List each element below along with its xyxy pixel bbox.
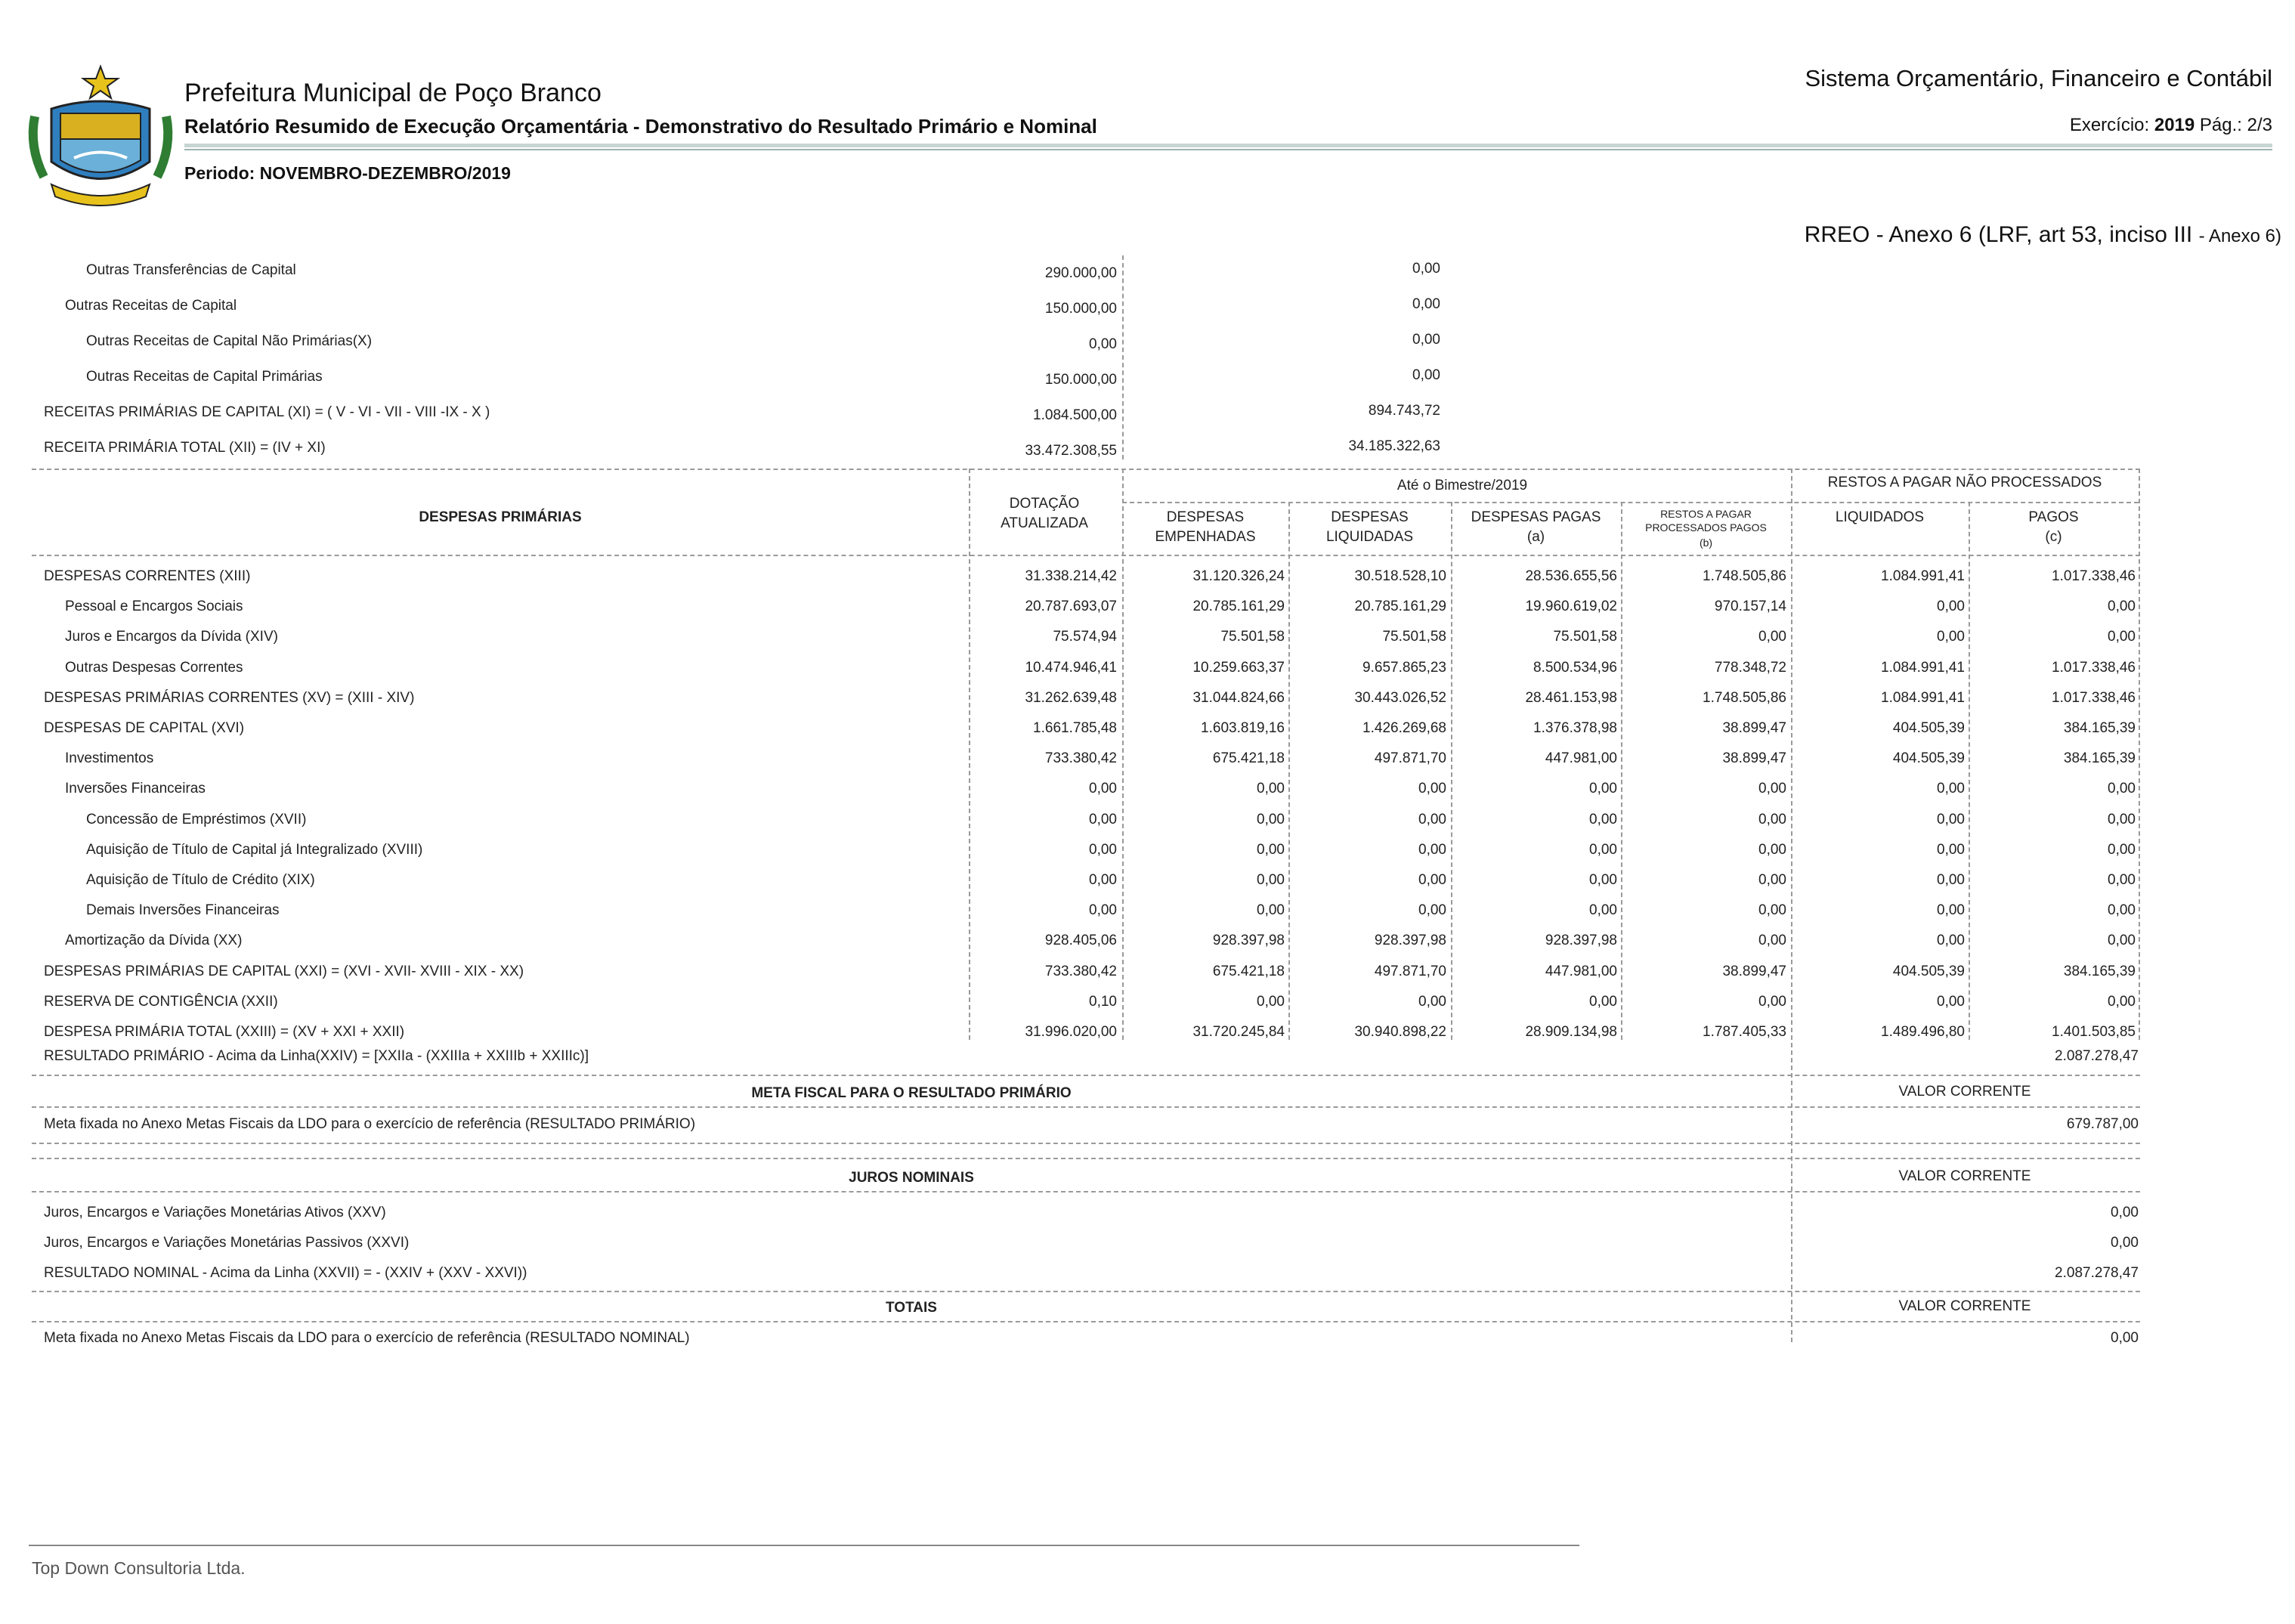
report-period: Periodo: NOVEMBRO-DEZEMBRO/2019 xyxy=(184,163,511,183)
expense-cell-liquidadas: 30.940.898,22 xyxy=(1354,1024,1446,1040)
expense-cell-dotacao: 733.380,42 xyxy=(1044,963,1117,979)
expense-cell-pagas: 19.960.619,02 xyxy=(1525,599,1617,615)
footer-rule xyxy=(29,1545,1579,1546)
expense-cell-dotacao: 31.996.020,00 xyxy=(1025,1024,1117,1040)
revenue-row-realizado: 34.185.322,63 xyxy=(1348,438,1440,454)
expense-cell-rp-pagos: 1.017.338,46 xyxy=(2052,568,2136,584)
expense-cell-rp-liquidados: 0,00 xyxy=(1937,841,1965,858)
header-ate-bimestre: Até o Bimestre/2019 xyxy=(1396,478,1528,493)
totais-section-header-rule xyxy=(32,1321,2140,1322)
expense-header-top-rule xyxy=(32,469,2140,470)
exercise-and-page xyxy=(2070,115,2272,136)
revenue-row-previsao: 1.084.500,00 xyxy=(1033,407,1117,423)
expense-cell-liquidadas: 0,00 xyxy=(1418,811,1446,827)
expense-row-label: Juros e Encargos da Dívida (XIV) xyxy=(65,629,278,645)
header-rule-thin xyxy=(184,149,2272,150)
revenue-row-label: RECEITAS PRIMÁRIAS DE CAPITAL (XI) = ( V - VI - VII - VIII -IX - X ) xyxy=(44,404,490,420)
expense-cell-dotacao: 10.474.946,41 xyxy=(1025,659,1117,676)
expense-cell-rp-liquidados: 0,00 xyxy=(1937,993,1965,1010)
expense-cell-empenhadas: 0,00 xyxy=(1257,993,1285,1010)
expense-row-label: RESERVA DE CONTIGÊNCIA (XXII) xyxy=(44,993,278,1010)
expense-cell-pagas: 447.981,00 xyxy=(1545,963,1617,979)
header-rp-processados-2: PROCESSADOS PAGOS xyxy=(1645,521,1767,534)
expense-cell-rp-pagos: 1.017.338,46 xyxy=(2052,659,2136,676)
expense-cell-empenhadas: 75.501,58 xyxy=(1220,629,1285,645)
header-pagas-2: (a) xyxy=(1526,529,1545,545)
meta-primario-label: Meta fixada no Anexo Metas Fiscais da LDO para o exercício de referência (RESULTADO PRIMÁRIO) xyxy=(44,1116,696,1132)
meta-section-header-rule xyxy=(32,1106,2140,1108)
expense-header-bottom-rule xyxy=(32,555,2140,556)
rreo-small-label: - Anexo 6) xyxy=(2198,226,2281,246)
expense-cell-rp-liquidados: 0,00 xyxy=(1937,629,1965,645)
expense-row-label: Aquisição de Título de Crédito (XIX) xyxy=(86,872,315,888)
expense-cell-rp-pagos: 384.165,39 xyxy=(2063,720,2136,736)
expense-header-mid-rule xyxy=(1122,502,2139,503)
expense-cell-liquidadas: 75.501,58 xyxy=(1382,629,1446,645)
meta-nominal-label: Meta fixada no Anexo Metas Fiscais da LDO para o exercício de referência (RESULTADO NOMINAL) xyxy=(44,1330,690,1346)
expense-cell-pagas: 0,00 xyxy=(1589,902,1617,919)
expense-cell-dotacao: 31.262.639,48 xyxy=(1025,689,1117,706)
meta-section-title: META FISCAL PARA O RESULTADO PRIMÁRIO xyxy=(751,1085,1072,1101)
revenue-row-previsao: 290.000,00 xyxy=(1044,265,1117,281)
juros-row-value: 2.087.278,47 xyxy=(2055,1265,2139,1281)
expense-cell-dotacao: 0,00 xyxy=(1089,811,1117,827)
expense-cell-empenhadas: 1.603.819,16 xyxy=(1201,720,1285,736)
revenue-row-previsao: 150.000,00 xyxy=(1044,301,1117,317)
col-divider-liquidadas xyxy=(1288,502,1290,1040)
expense-cell-dotacao: 31.338.214,42 xyxy=(1025,568,1117,584)
expense-cell-empenhadas: 31.044.824,66 xyxy=(1192,689,1285,706)
header-rp-processados-1: RESTOS A PAGAR xyxy=(1660,508,1752,520)
totais-section-title: TOTAIS xyxy=(886,1300,937,1316)
expense-cell-dotacao: 0,00 xyxy=(1089,841,1117,858)
page-number: Pág.: 2/3 xyxy=(2199,115,2272,135)
expense-row-label: DESPESAS CORRENTES (XIII) xyxy=(44,568,251,584)
juros-row-label: Juros, Encargos e Variações Monetárias Passivos (XXVI) xyxy=(44,1235,410,1251)
revenue-row-label: Outras Transferências de Capital xyxy=(86,262,296,278)
expense-cell-pagas: 447.981,00 xyxy=(1545,750,1617,767)
expense-cell-liquidadas: 30.518.528,10 xyxy=(1354,568,1446,584)
totais-section-top-rule xyxy=(32,1291,2140,1292)
expense-cell-rp-pagos: 1.017.338,46 xyxy=(2052,689,2136,706)
expense-cell-dotacao: 0,10 xyxy=(1089,993,1117,1010)
exercise-label: Exercício: xyxy=(2069,115,2150,135)
resultado-primario-value: 2.087.278,47 xyxy=(2055,1048,2139,1064)
col-divider-liquidados xyxy=(1791,469,1792,1342)
municipality-title: Prefeitura Municipal de Poço Branco xyxy=(184,79,602,107)
expense-cell-rp-liquidados: 404.505,39 xyxy=(1892,963,1965,979)
expense-cell-empenhadas: 675.421,18 xyxy=(1212,963,1285,979)
expense-cell-pagas: 0,00 xyxy=(1589,811,1617,827)
header-pagos-2: (c) xyxy=(2045,529,2062,545)
expense-cell-pagas: 0,00 xyxy=(1589,993,1617,1010)
system-name: Sistema Orçamentário, Financeiro e Contábil xyxy=(1805,65,2272,91)
header-liquidadas-2: LIQUIDADAS xyxy=(1325,529,1414,545)
header-restos-nao-processados: RESTOS A PAGAR NÃO PROCESSADOS xyxy=(1827,475,2102,490)
col-divider-right-edge xyxy=(2139,469,2140,1040)
expense-cell-pagas: 0,00 xyxy=(1589,781,1617,797)
expense-cell-rp-liquidados: 0,00 xyxy=(1937,781,1965,797)
juros-row-value: 0,00 xyxy=(2111,1205,2139,1220)
juros-section-title: JUROS NOMINAIS xyxy=(849,1170,974,1186)
revenue-row-label: Outras Receitas de Capital Primárias xyxy=(86,369,323,385)
expense-cell-rp-pagos: 0,00 xyxy=(2108,902,2136,919)
expense-cell-rp-liquidados: 0,00 xyxy=(1937,902,1965,919)
juros-section-col: VALOR CORRENTE xyxy=(1898,1168,2031,1184)
meta-section-bottom-rule xyxy=(32,1143,2140,1144)
expense-row-label: Inversões Financeiras xyxy=(65,781,206,797)
expense-cell-empenhadas: 20.785.161,29 xyxy=(1192,599,1285,615)
header-rp-processados-3: (b) xyxy=(1699,537,1713,549)
expense-cell-rp-processados: 778.348,72 xyxy=(1714,659,1786,676)
expense-cell-pagas: 0,00 xyxy=(1589,841,1617,858)
col-divider-empenhadas xyxy=(1122,469,1124,1040)
expense-cell-empenhadas: 0,00 xyxy=(1257,872,1285,888)
expense-row-label: Amortização da Dívida (XX) xyxy=(65,933,243,949)
expense-cell-pagas: 928.397,98 xyxy=(1545,933,1617,949)
expense-cell-dotacao: 20.787.693,07 xyxy=(1025,599,1117,615)
juros-row-value: 0,00 xyxy=(2111,1235,2139,1251)
expense-cell-rp-liquidados: 1.084.991,41 xyxy=(1881,659,1965,676)
revenue-row-realizado: 894.743,72 xyxy=(1368,403,1440,419)
expense-row-label: Concessão de Empréstimos (XVII) xyxy=(86,811,307,827)
expense-cell-dotacao: 0,00 xyxy=(1089,781,1117,797)
expense-cell-rp-processados: 0,00 xyxy=(1758,811,1786,827)
revenue-row-previsao: 0,00 xyxy=(1089,336,1117,352)
expense-cell-dotacao: 733.380,42 xyxy=(1044,750,1117,767)
meta-section-top-rule xyxy=(32,1075,2140,1076)
expense-cell-pagas: 28.909.134,98 xyxy=(1525,1024,1617,1040)
expense-cell-pagas: 28.461.153,98 xyxy=(1525,689,1617,706)
expense-cell-pagas: 28.536.655,56 xyxy=(1525,568,1617,584)
juros-row-label: RESULTADO NOMINAL - Acima da Linha (XXVII) = - (XXIV + (XXV - XXVI)) xyxy=(44,1265,527,1281)
expense-cell-rp-processados: 1.787.405,33 xyxy=(1703,1024,1786,1040)
expense-cell-rp-processados: 0,00 xyxy=(1758,781,1786,797)
expense-cell-rp-pagos: 0,00 xyxy=(2108,629,2136,645)
expense-cell-liquidadas: 20.785.161,29 xyxy=(1354,599,1446,615)
expense-cell-rp-pagos: 0,00 xyxy=(2108,599,2136,615)
expense-cell-pagas: 8.500.534,96 xyxy=(1533,659,1617,676)
revenue-row-previsao: 33.472.308,55 xyxy=(1025,443,1117,459)
expense-cell-dotacao: 928.405,06 xyxy=(1044,933,1117,949)
header-pagos-1: PAGOS xyxy=(2028,509,2079,525)
expense-cell-rp-pagos: 0,00 xyxy=(2108,872,2136,888)
expense-cell-rp-processados: 1.748.505,86 xyxy=(1703,568,1786,584)
expense-cell-rp-pagos: 0,00 xyxy=(2108,811,2136,827)
expense-cell-empenhadas: 0,00 xyxy=(1257,902,1285,919)
expense-row-label: Aquisição de Título de Capital já Integralizado (XVIII) xyxy=(86,841,423,858)
expense-cell-rp-liquidados: 1.084.991,41 xyxy=(1881,689,1965,706)
expense-cell-rp-pagos: 0,00 xyxy=(2108,781,2136,797)
expense-cell-rp-processados: 38.899,47 xyxy=(1722,750,1786,767)
expense-cell-rp-liquidados: 1.489.496,80 xyxy=(1881,1024,1965,1040)
expense-row-label: DESPESAS PRIMÁRIAS CORRENTES (XV) = (XIII - XIV) xyxy=(44,689,415,706)
expense-cell-rp-processados: 0,00 xyxy=(1758,902,1786,919)
expense-cell-dotacao: 1.661.785,48 xyxy=(1033,720,1117,736)
expense-cell-rp-liquidados: 0,00 xyxy=(1937,933,1965,949)
header-dotacao-2: ATUALIZADA xyxy=(1001,515,1088,531)
expense-cell-rp-liquidados: 0,00 xyxy=(1937,811,1965,827)
revenue-row-label: RECEITA PRIMÁRIA TOTAL (XII) = (IV + XI) xyxy=(44,440,326,456)
expense-cell-rp-processados: 0,00 xyxy=(1758,872,1786,888)
expense-cell-liquidadas: 0,00 xyxy=(1418,902,1446,919)
expense-cell-liquidadas: 1.426.269,68 xyxy=(1362,720,1446,736)
col-divider-pagas xyxy=(1451,502,1452,1040)
revenue-row-realizado: 0,00 xyxy=(1412,296,1440,312)
expense-cell-liquidadas: 0,00 xyxy=(1418,841,1446,858)
expense-cell-rp-liquidados: 0,00 xyxy=(1937,872,1965,888)
expense-row-label: Outras Despesas Correntes xyxy=(65,659,243,676)
expense-cell-liquidadas: 0,00 xyxy=(1418,781,1446,797)
expense-cell-pagas: 0,00 xyxy=(1589,872,1617,888)
revenue-row-realizado: 0,00 xyxy=(1412,332,1440,348)
juros-row-label: Juros, Encargos e Variações Monetárias Ativos (XXV) xyxy=(44,1205,386,1220)
expense-cell-rp-pagos: 384.165,39 xyxy=(2063,963,2136,979)
expense-cell-dotacao: 0,00 xyxy=(1089,902,1117,919)
revenue-row-label: Outras Receitas de Capital xyxy=(65,298,237,314)
col-divider-rp-processados xyxy=(1621,502,1622,1040)
expense-cell-rp-processados: 38.899,47 xyxy=(1722,963,1786,979)
header-liquidadas-1: DESPESAS xyxy=(1331,509,1409,525)
expense-cell-liquidadas: 497.871,70 xyxy=(1374,963,1446,979)
expense-cell-liquidadas: 9.657.865,23 xyxy=(1362,659,1446,676)
expense-cell-empenhadas: 0,00 xyxy=(1257,781,1285,797)
revenue-row-previsao: 150.000,00 xyxy=(1044,372,1117,388)
footer-company: Top Down Consultoria Ltda. xyxy=(32,1558,246,1578)
expense-cell-rp-processados: 0,00 xyxy=(1758,933,1786,949)
expense-cell-rp-liquidados: 0,00 xyxy=(1937,599,1965,615)
expense-cell-empenhadas: 31.120.326,24 xyxy=(1192,568,1285,584)
rreo-main-label: RREO - Anexo 6 (LRF, art 53, inciso III xyxy=(1804,222,2193,247)
municipal-coat-of-arms-logo xyxy=(21,63,180,212)
header-pagas-1: DESPESAS PAGAS xyxy=(1471,509,1601,525)
exercise-year: 2019 xyxy=(2154,115,2195,135)
rreo-annex-label xyxy=(1805,222,2281,248)
expense-cell-rp-pagos: 1.401.503,85 xyxy=(2052,1024,2136,1040)
expense-cell-pagas: 1.376.378,98 xyxy=(1533,720,1617,736)
expense-cell-rp-processados: 0,00 xyxy=(1758,993,1786,1010)
header-empenhadas-1: DESPESAS xyxy=(1166,509,1245,525)
expense-cell-liquidadas: 0,00 xyxy=(1418,993,1446,1010)
revenue-row-label: Outras Receitas de Capital Não Primárias(X) xyxy=(86,333,373,349)
expense-cell-empenhadas: 0,00 xyxy=(1257,841,1285,858)
expense-row-label: DESPESAS PRIMÁRIAS DE CAPITAL (XXI) = (XVI - XVII- XVIII - XIX - XX) xyxy=(44,963,524,979)
revenue-row-realizado: 0,00 xyxy=(1412,261,1440,277)
expense-cell-rp-processados: 38.899,47 xyxy=(1722,720,1786,736)
expense-cell-liquidadas: 928.397,98 xyxy=(1374,933,1446,949)
expense-cell-empenhadas: 675.421,18 xyxy=(1212,750,1285,767)
expense-cell-rp-processados: 0,00 xyxy=(1758,629,1786,645)
expense-cell-rp-liquidados: 1.084.991,41 xyxy=(1881,568,1965,584)
expense-cell-pagas: 75.501,58 xyxy=(1553,629,1617,645)
header-rule-thick xyxy=(184,144,2272,147)
header-empenhadas-2: EMPENHADAS xyxy=(1155,529,1256,545)
expense-cell-dotacao: 0,00 xyxy=(1089,872,1117,888)
meta-section-col: VALOR CORRENTE xyxy=(1898,1084,2031,1100)
expense-cell-liquidadas: 30.443.026,52 xyxy=(1354,689,1446,706)
col-divider-pagos xyxy=(1969,502,1970,1040)
expense-cell-liquidadas: 497.871,70 xyxy=(1374,750,1446,767)
expense-cell-rp-pagos: 384.165,39 xyxy=(2063,750,2136,767)
expense-cell-rp-liquidados: 404.505,39 xyxy=(1892,720,1965,736)
juros-section-header-rule xyxy=(32,1191,2140,1192)
expense-header-title: DESPESAS PRIMÁRIAS xyxy=(419,509,582,525)
meta-nominal-value: 0,00 xyxy=(2111,1330,2139,1346)
expense-row-label: Investimentos xyxy=(65,750,154,767)
expense-cell-rp-pagos: 0,00 xyxy=(2108,841,2136,858)
expense-cell-rp-processados: 970.157,14 xyxy=(1714,599,1786,615)
expense-cell-empenhadas: 928.397,98 xyxy=(1212,933,1285,949)
col-divider-dotacao xyxy=(969,469,970,1040)
expense-row-label: Pessoal e Encargos Sociais xyxy=(65,599,243,615)
expense-cell-empenhadas: 0,00 xyxy=(1257,811,1285,827)
expense-cell-rp-processados: 1.748.505,86 xyxy=(1703,689,1786,706)
expense-cell-rp-pagos: 0,00 xyxy=(2108,933,2136,949)
totais-section-col: VALOR CORRENTE xyxy=(1898,1298,2031,1314)
expense-cell-rp-liquidados: 404.505,39 xyxy=(1892,750,1965,767)
header-liquidados: LIQUIDADOS xyxy=(1835,509,1925,525)
expense-row-label: DESPESAS DE CAPITAL (XVI) xyxy=(44,720,245,736)
expense-cell-empenhadas: 10.259.663,37 xyxy=(1192,659,1285,676)
expense-cell-dotacao: 75.574,94 xyxy=(1053,629,1117,645)
report-title: Relatório Resumido de Execução Orçamentária - Demonstrativo do Resultado Primário e Nominal xyxy=(184,115,1097,138)
header-dotacao-1: DOTAÇÃO xyxy=(1009,496,1080,512)
meta-primario-value: 679.787,00 xyxy=(2066,1116,2139,1132)
expense-row-label: Demais Inversões Financeiras xyxy=(86,902,280,919)
expense-cell-rp-processados: 0,00 xyxy=(1758,841,1786,858)
revenue-row-realizado: 0,00 xyxy=(1412,367,1440,383)
expense-cell-empenhadas: 31.720.245,84 xyxy=(1192,1024,1285,1040)
revenue-col-divider xyxy=(1122,255,1124,459)
juros-section-top-rule xyxy=(32,1158,2140,1159)
expense-cell-rp-pagos: 0,00 xyxy=(2108,993,2136,1010)
expense-row-label: DESPESA PRIMÁRIA TOTAL (XXIII) = (XV + XXI + XXII) xyxy=(44,1024,405,1040)
expense-cell-liquidadas: 0,00 xyxy=(1418,872,1446,888)
resultado-primario-label: RESULTADO PRIMÁRIO - Acima da Linha(XXIV) = [XXIIa - (XXIIIa + XXIIIb + XXIIIc)] xyxy=(44,1048,589,1064)
